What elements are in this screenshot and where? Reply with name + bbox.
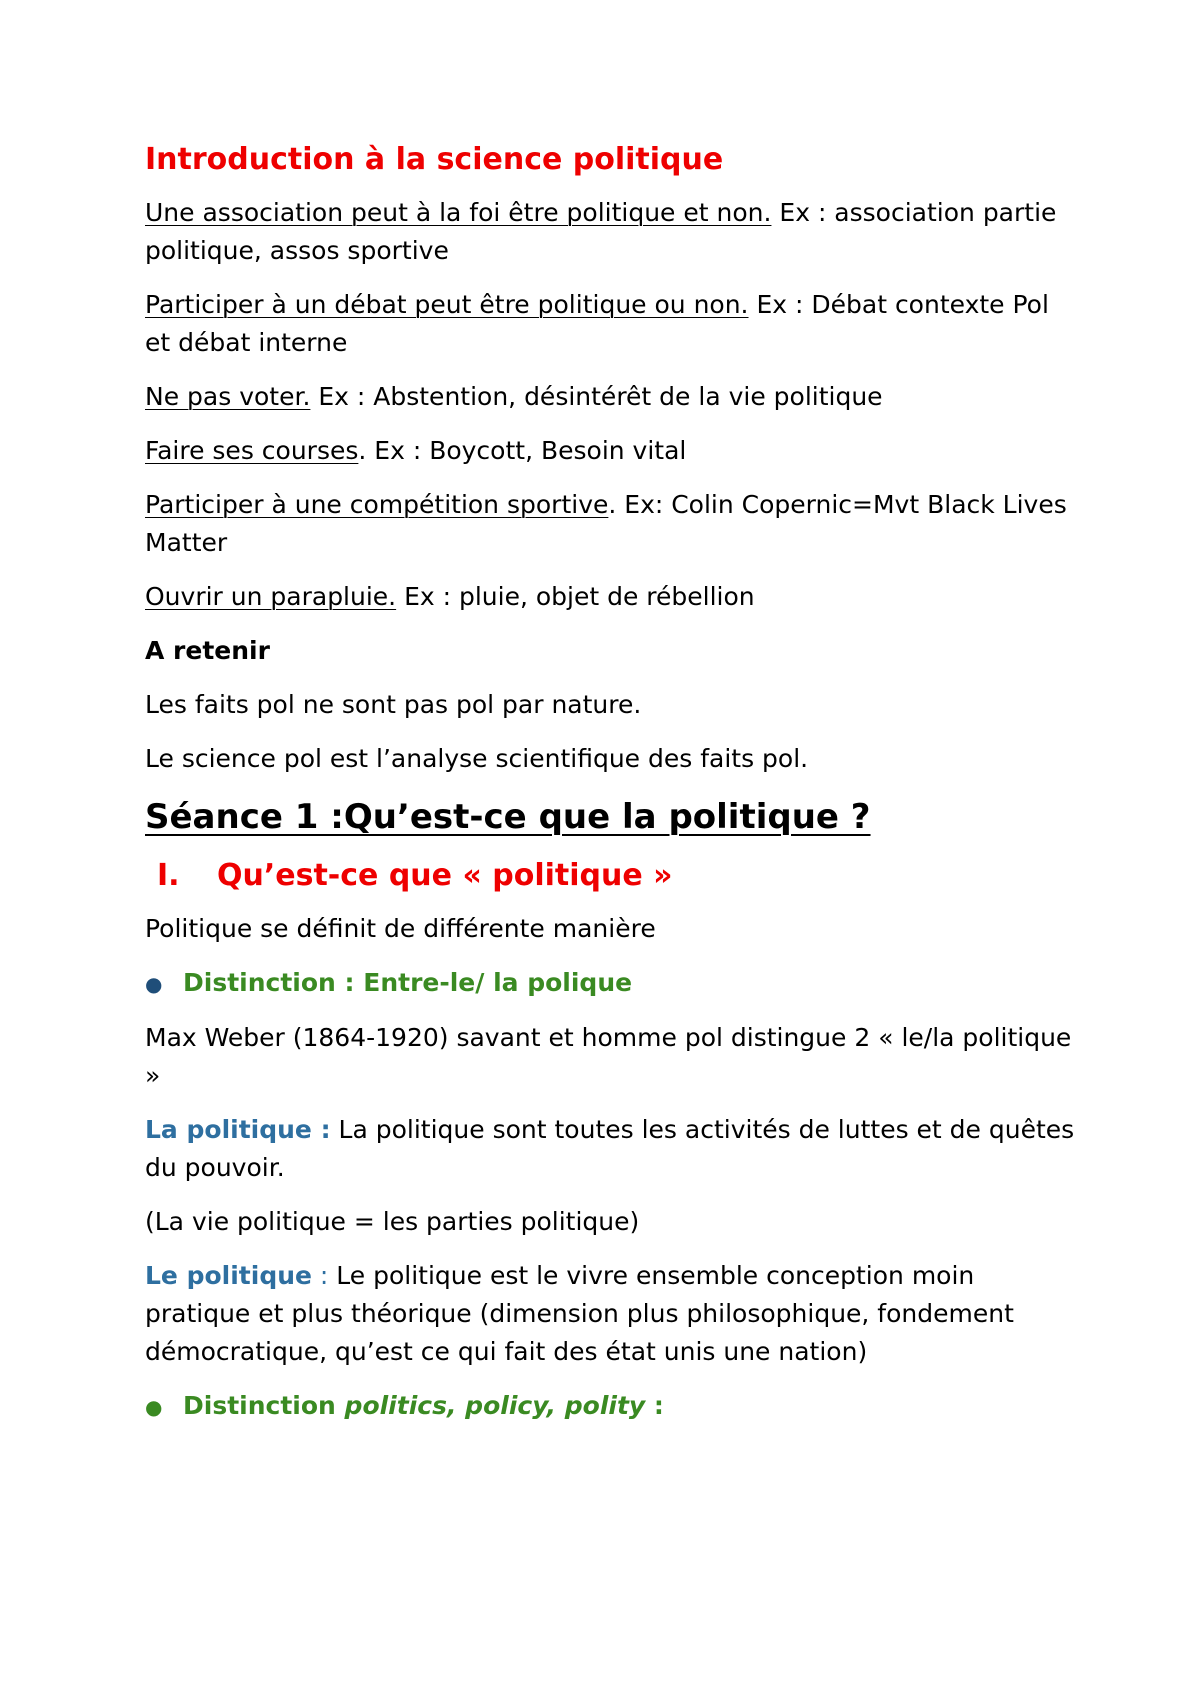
bullet-prefix: Distinction <box>183 1391 345 1420</box>
le-politique-paragraph <box>145 1257 1075 1371</box>
example-underlined: Une association peut à la foi être politique et non. <box>145 198 772 227</box>
section-intro: Politique se définit de différente manière <box>145 914 656 943</box>
bullet-text <box>183 1387 664 1425</box>
example-paragraph <box>145 578 1075 616</box>
bullet-text: Distinction : Entre-le/ la polique <box>183 968 633 997</box>
example-underlined: Ne pas voter. <box>145 382 311 411</box>
term-le-politique: Le politique <box>145 1261 312 1290</box>
example-paragraph <box>145 432 1075 470</box>
bullet-item <box>145 964 1075 1003</box>
example-underlined: Participer à une compétition sportive <box>145 490 609 519</box>
bullet-suffix: : <box>645 1391 664 1420</box>
example-text: Ex : Abstention, désintérêt de la vie politique <box>310 382 883 411</box>
term-la-politique: La politique : <box>145 1115 331 1144</box>
retenir-heading: A retenir <box>145 636 270 665</box>
example-paragraph <box>145 194 1075 270</box>
seance-heading: Séance 1 :Qu’est-ce que la politique ? <box>145 797 871 837</box>
section-heading <box>145 854 1075 898</box>
example-text: . Ex : Boycott, Besoin vital <box>358 436 687 465</box>
weber-paragraph: Max Weber (1864-1920) savant et homme pol distingue 2 « le/la politique » <box>145 1023 1072 1090</box>
retenir-line: Le science pol est l’analyse scientifique des faits pol. <box>145 744 809 773</box>
example-text: Ex : Débat contexte Pol et débat interne <box>145 290 1049 357</box>
term-separator: : <box>311 1261 337 1290</box>
section-title: Qu’est-ce que « politique » <box>217 858 673 893</box>
example-paragraph <box>145 378 1075 416</box>
example-text: . Ex: Colin Copernic=Mvt Black Lives Matter <box>145 490 1067 557</box>
example-underlined: Faire ses courses <box>145 436 359 465</box>
section-number: I. <box>157 858 180 893</box>
example-text: Ex : pluie, objet de rébellion <box>396 582 755 611</box>
document-body <box>145 138 1075 1442</box>
example-paragraph <box>145 286 1075 362</box>
example-text: Ex : association partie politique, assos sportive <box>145 198 1057 265</box>
bullet-item <box>145 1387 1075 1426</box>
definition-text: La politique sont toutes les activités de luttes et de quêtes du pouvoir. <box>145 1115 1075 1182</box>
definition-text: Le politique est le vivre ensemble conception moin pratique et plus théorique (dimension plus philosophique, fondement démocratique, qu’est ce qui fait des état unis une nation) <box>145 1261 1014 1366</box>
example-underlined: Ouvrir un parapluie. <box>145 582 397 611</box>
example-paragraph <box>145 486 1075 562</box>
vie-politique-paragraph: (La vie politique = les parties politique) <box>145 1207 640 1236</box>
la-politique-paragraph <box>145 1111 1075 1187</box>
bullet-italic-terms: politics, policy, polity <box>344 1391 646 1420</box>
intro-heading: Introduction à la science politique <box>145 142 724 177</box>
bullet-dot-icon: ● <box>145 972 163 996</box>
bullet-dot-icon: ● <box>145 1395 163 1419</box>
example-underlined: Participer à un débat peut être politique ou non. <box>145 290 749 319</box>
retenir-line: Les faits pol ne sont pas pol par nature. <box>145 690 642 719</box>
